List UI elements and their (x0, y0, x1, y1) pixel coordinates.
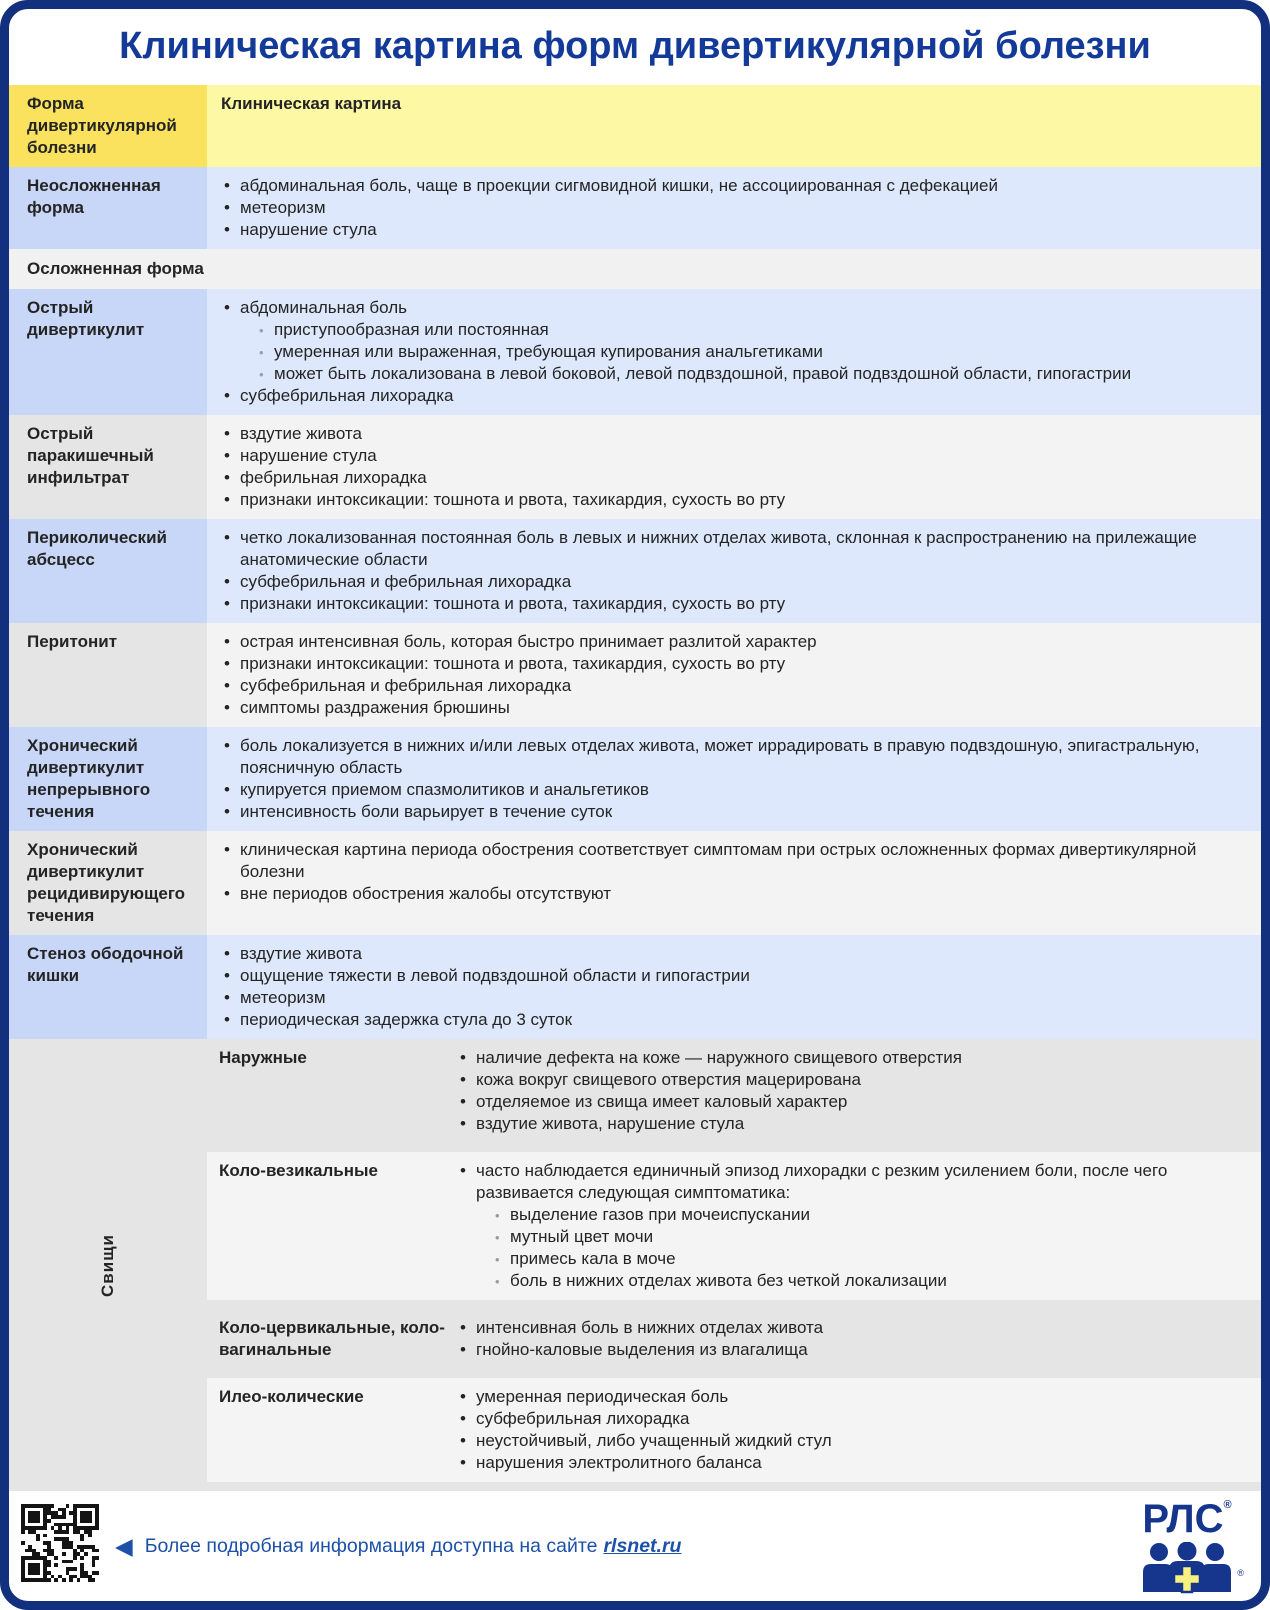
row-content (207, 289, 1261, 415)
bullet-text: признаки интоксикации: тошнота и рвота, тахикардия, сухость во рту (240, 654, 786, 674)
sub-bullet-item (257, 341, 1239, 363)
bullet-item (457, 1430, 1239, 1452)
bullet-text: гнойно-каловые выделения из влагалища (476, 1340, 808, 1360)
bullet-item (221, 883, 1239, 905)
fistulas-row-label: Свищи (98, 1233, 117, 1297)
bullet-item (221, 779, 1239, 801)
rls-people-icon (1139, 1542, 1235, 1594)
fistula-subrow (207, 1152, 1261, 1300)
bullet-item (221, 839, 1239, 883)
bullet-item (221, 987, 1239, 1009)
bullet-text: метеоризм (240, 198, 326, 218)
table-header-row (9, 85, 1261, 167)
bullet-item (221, 801, 1239, 823)
row-label: Стеноз ободочной кишки (9, 935, 207, 1039)
registered-mark: ® (1223, 1498, 1232, 1511)
bullet-text: острая интенсивная боль, которая быстро принимает разлитой характер (240, 632, 817, 652)
bullet-item (221, 527, 1239, 571)
bullet-item (457, 1452, 1239, 1474)
bullet-text: признаки интоксикации: тошнота и рвота, тахикардия, сухость во рту (240, 490, 786, 510)
bullet-item (457, 1339, 1239, 1361)
bullet-text: субфебрильная и фебрильная лихорадка (240, 676, 572, 696)
bullet-list (221, 527, 1239, 615)
bullet-list (457, 1047, 1239, 1135)
bullet-text: субфебрильная лихорадка (476, 1409, 690, 1429)
fistula-subrow (207, 1309, 1261, 1369)
bullet-item (457, 1408, 1239, 1430)
row-content (207, 935, 1261, 1039)
bullet-item (221, 197, 1239, 219)
fistula-subrow-label: Коло-цервикальные, коло-вагинальные (219, 1318, 445, 1360)
bullet-item (221, 219, 1239, 241)
row-label: Острый паракишечный инфильтрат (9, 415, 207, 519)
bullet-item (221, 489, 1239, 511)
footer-note (115, 1532, 682, 1559)
sub-bullet-text: боль в нижних отделах живота без четкой локализации (510, 1271, 947, 1291)
column-header-form: Форма дивертикулярной болезни (9, 85, 207, 167)
bullet-list (221, 839, 1239, 905)
bullet-item (221, 943, 1239, 965)
table-row (9, 623, 1261, 727)
sub-bullet-item (257, 363, 1239, 385)
row-label: Неосложненная форма (9, 167, 207, 249)
fistulas-label-cell (9, 1039, 207, 1491)
row-content (207, 167, 1261, 249)
bullet-text: периодическая задержка стула до 3 суток (240, 1010, 573, 1030)
footer (9, 1491, 1261, 1601)
bullet-item (221, 385, 1239, 407)
table-row (9, 935, 1261, 1039)
bullet-item (457, 1386, 1239, 1408)
bullet-item (221, 697, 1239, 719)
bullet-item (221, 735, 1239, 779)
bullet-text: наличие дефекта на коже — наружного свищевого отверстия (476, 1048, 962, 1068)
column-header-clinical: Клиническая картина (207, 85, 1261, 167)
table-row (9, 519, 1261, 623)
bullet-text: четко локализованная постоянная боль в левых и нижних отделах живота, склонная к распространению на прилежащие анатомические области (240, 528, 1197, 570)
section-header-row (9, 249, 1261, 289)
bullet-text: купируется приемом спазмолитиков и анальгетиков (240, 780, 649, 800)
bullet-item (457, 1113, 1239, 1135)
bullet-text: умеренная периодическая боль (476, 1387, 729, 1407)
rls-logo (1139, 1496, 1244, 1594)
bullet-list (221, 735, 1239, 823)
bullet-item (457, 1317, 1239, 1339)
bullet-item (221, 593, 1239, 615)
bullet-item (221, 297, 1239, 385)
sub-bullet-item (493, 1204, 1239, 1226)
sub-bullet-list (476, 1204, 1239, 1292)
registered-mark-small: ® (1237, 1567, 1244, 1578)
sub-bullet-list (240, 319, 1239, 385)
fistula-subrow-content (457, 1039, 1261, 1143)
bullet-list (221, 423, 1239, 511)
bullet-item (221, 675, 1239, 697)
bullet-text: интенсивность боли варьирует в течение суток (240, 802, 613, 822)
fistula-subrow (207, 1378, 1261, 1482)
fistula-subrow-content (457, 1309, 1261, 1369)
page-title: Клиническая картина форм дивертикулярной болезни (119, 25, 1151, 67)
bullet-text: метеоризм (240, 988, 326, 1008)
bullet-text: нарушение стула (240, 446, 377, 466)
fistula-subrow-content (457, 1378, 1261, 1482)
bullet-text: вне периодов обострения жалобы отсутствуют (240, 884, 612, 904)
bullet-item (221, 1009, 1239, 1031)
section-title: Осложненная форма (27, 259, 204, 279)
sub-bullet-item (493, 1226, 1239, 1248)
bullet-item (221, 175, 1239, 197)
bullet-item (457, 1047, 1239, 1069)
sub-bullet-text: примесь кала в моче (510, 1249, 676, 1269)
sub-bullet-text: может быть локализована в левой боковой, левой подвздошной, правой подвздошной области, гипогастрии (274, 364, 1132, 384)
bullet-text: вздутие живота (240, 424, 362, 444)
bullet-item (221, 423, 1239, 445)
bullet-item (221, 571, 1239, 593)
bullet-text: интенсивная боль в нижних отделах живота (476, 1318, 824, 1338)
sub-bullet-text: мутный цвет мочи (510, 1227, 654, 1247)
bullet-item (457, 1160, 1239, 1292)
rlsnet-link[interactable]: rlsnet.ru (603, 1534, 682, 1557)
fistula-subrow (207, 1039, 1261, 1143)
rls-logo-text (1142, 1496, 1232, 1541)
bullet-item (221, 467, 1239, 489)
bullet-item (457, 1069, 1239, 1091)
bullet-list (457, 1386, 1239, 1474)
fistula-subrow-content (457, 1152, 1261, 1300)
bullet-text: симптомы раздражения брюшины (240, 698, 510, 718)
bullet-list (221, 175, 1239, 241)
bullet-list (221, 297, 1239, 407)
row-label: Хронический дивертикулит рецидивирующего течения (9, 831, 207, 935)
sub-bullet-item (493, 1270, 1239, 1292)
bullet-text: ощущение тяжести в левой подвздошной области и гипогастрии (240, 966, 750, 986)
left-arrow-icon: ◀ (115, 1532, 133, 1559)
row-label: Хронический дивертикулит непрерывного течения (9, 727, 207, 831)
bullet-list (221, 943, 1239, 1031)
sub-bullet-text: приступообразная или постоянная (274, 320, 549, 340)
bullet-text: нарушение стула (240, 220, 377, 240)
bullet-text: клиническая картина периода обострения соответствует симптомам при острых осложненных формах дивертикулярной болезни (240, 840, 1197, 882)
table-row (9, 167, 1261, 249)
bullet-text: субфебрильная и фебрильная лихорадка (240, 572, 572, 592)
bullet-text: неустойчивый, либо учащенный жидкий стул (476, 1431, 832, 1451)
sub-bullet-text: выделение газов при мочеиспускании (510, 1205, 811, 1225)
bullet-text: часто наблюдается единичный эпизод лихорадки с резким усилением боли, после чего развивается следующая симптоматика: (476, 1161, 1168, 1203)
bullet-text: фебрильная лихорадка (240, 468, 427, 488)
bullet-text: признаки интоксикации: тошнота и рвота, тахикардия, сухость во рту (240, 594, 786, 614)
clinical-table (9, 85, 1261, 1491)
row-content (207, 831, 1261, 935)
qr-code (21, 1504, 99, 1582)
bullet-text: субфебрильная лихорадка (240, 386, 454, 406)
bullet-text: боль локализуется в нижних и/или левых отделах живота, может иррадировать в правую подвздошную, эпигастральную, поясничную область (240, 736, 1200, 778)
fistulas-section (9, 1039, 1261, 1491)
row-label: Острый дивертикулит (9, 289, 207, 415)
bullet-text: кожа вокруг свищевого отверстия мацерирована (476, 1070, 861, 1090)
bullet-text: отделяемое из свища имеет каловый характер (476, 1092, 848, 1112)
bullet-text: вздутие живота, нарушение стула (476, 1114, 745, 1134)
table-row (9, 727, 1261, 831)
bullet-item (221, 965, 1239, 987)
bullet-list (457, 1160, 1239, 1292)
fistula-subrow-label: Наружные (219, 1048, 307, 1068)
bullet-text: нарушения электролитного баланса (476, 1453, 762, 1473)
fistulas-subrows (207, 1039, 1261, 1491)
table-body (9, 167, 1261, 1039)
bullet-list (221, 631, 1239, 719)
bullet-list (457, 1317, 1239, 1361)
bullet-item (221, 445, 1239, 467)
table-row (9, 289, 1261, 415)
row-content (207, 623, 1261, 727)
row-content (207, 727, 1261, 831)
fistula-subrow-label: Коло-везикальные (219, 1161, 378, 1181)
row-label: Периколический абсцесс (9, 519, 207, 623)
bullet-item (221, 653, 1239, 675)
bullet-item (457, 1091, 1239, 1113)
rls-logo-word: РЛС (1142, 1496, 1224, 1541)
bullet-item (221, 631, 1239, 653)
row-label: Перитонит (9, 623, 207, 727)
bullet-text: вздутие живота (240, 944, 362, 964)
sub-bullet-item (257, 319, 1239, 341)
bullet-text: абдоминальная боль (240, 298, 407, 318)
row-content (207, 415, 1261, 519)
fistula-subrow-label: Илео-колические (219, 1387, 364, 1407)
sub-bullet-item (493, 1248, 1239, 1270)
row-content (207, 519, 1261, 623)
table-row (9, 831, 1261, 935)
footer-note-text: Более подробная информация доступна на сайте (144, 1534, 598, 1557)
sub-bullet-text: умеренная или выраженная, требующая купирования анальгетиками (274, 342, 823, 362)
bullet-text: абдоминальная боль, чаще в проекции сигмовидной кишки, не ассоциированная с дефекацией (240, 176, 998, 196)
table-row (9, 415, 1261, 519)
